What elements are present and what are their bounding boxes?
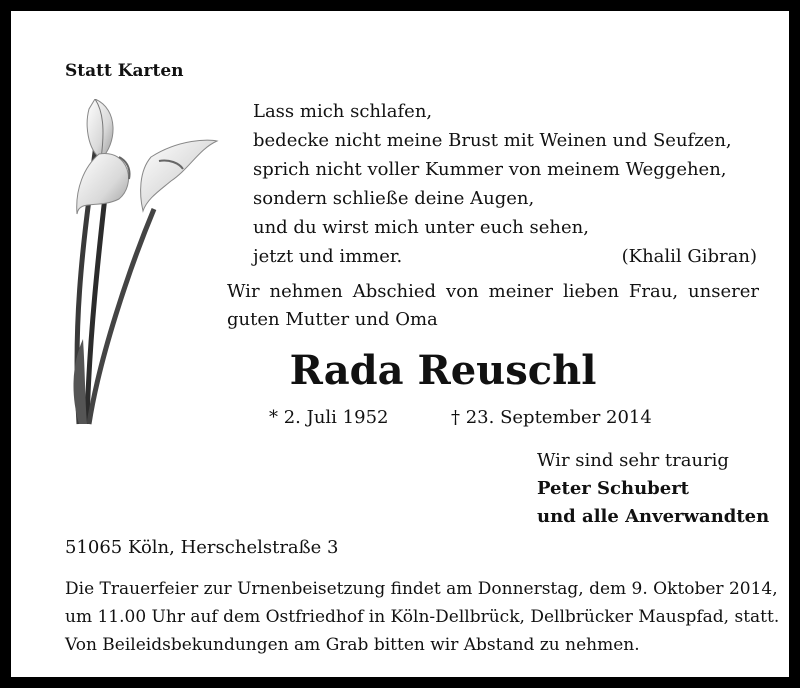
notice-line: Von Beileidsbekundungen am Grab bitten wir Abstand zu nehmen. [65, 635, 640, 655]
poem-line: sprich nicht voller Kummer von meinem Weggehen, [253, 159, 727, 180]
notice-line: um 11.00 Uhr auf dem Ostfriedhof in Köln-Dellbrück, Dellbrücker Mauspfad, statt. [65, 607, 780, 627]
signature-block [537, 447, 769, 531]
poem-line: bedecke nicht meine Brust mit Weinen und Seufzen, [253, 130, 732, 151]
poem-line: und du wirst mich unter euch sehen, [253, 217, 589, 238]
farewell-intro: Wir nehmen Abschied von meiner lieben Frau, unserer guten Mutter und Oma [227, 281, 759, 330]
address: 51065 Köln, Herschelstraße 3 [65, 537, 339, 558]
notice-line: Die Trauerfeier zur Urnenbeisetzung findet am Donnerstag, dem 9. Oktober 2014, [65, 579, 778, 599]
poem-last-line [253, 242, 757, 271]
poem-line: sondern schließe deine Augen, [253, 188, 535, 209]
deceased-name: Rada Reuschl [289, 347, 597, 394]
poem-last-text: jetzt und immer. [253, 246, 403, 267]
signature-name: Peter Schubert [537, 478, 689, 499]
poem-line: Lass mich schlafen, [253, 101, 433, 122]
signature-relatives: und alle Anverwandten [537, 506, 770, 527]
birth-date: * 2. Juli 1952 [269, 407, 389, 428]
statt-karten-label: Statt Karten [65, 61, 184, 81]
funeral-notice [65, 575, 780, 659]
death-date: † 23. September 2014 [451, 407, 652, 428]
poem-author: (Khalil Gibran) [621, 246, 757, 267]
poem [253, 97, 773, 271]
signature-line: Wir sind sehr traurig [537, 450, 729, 471]
